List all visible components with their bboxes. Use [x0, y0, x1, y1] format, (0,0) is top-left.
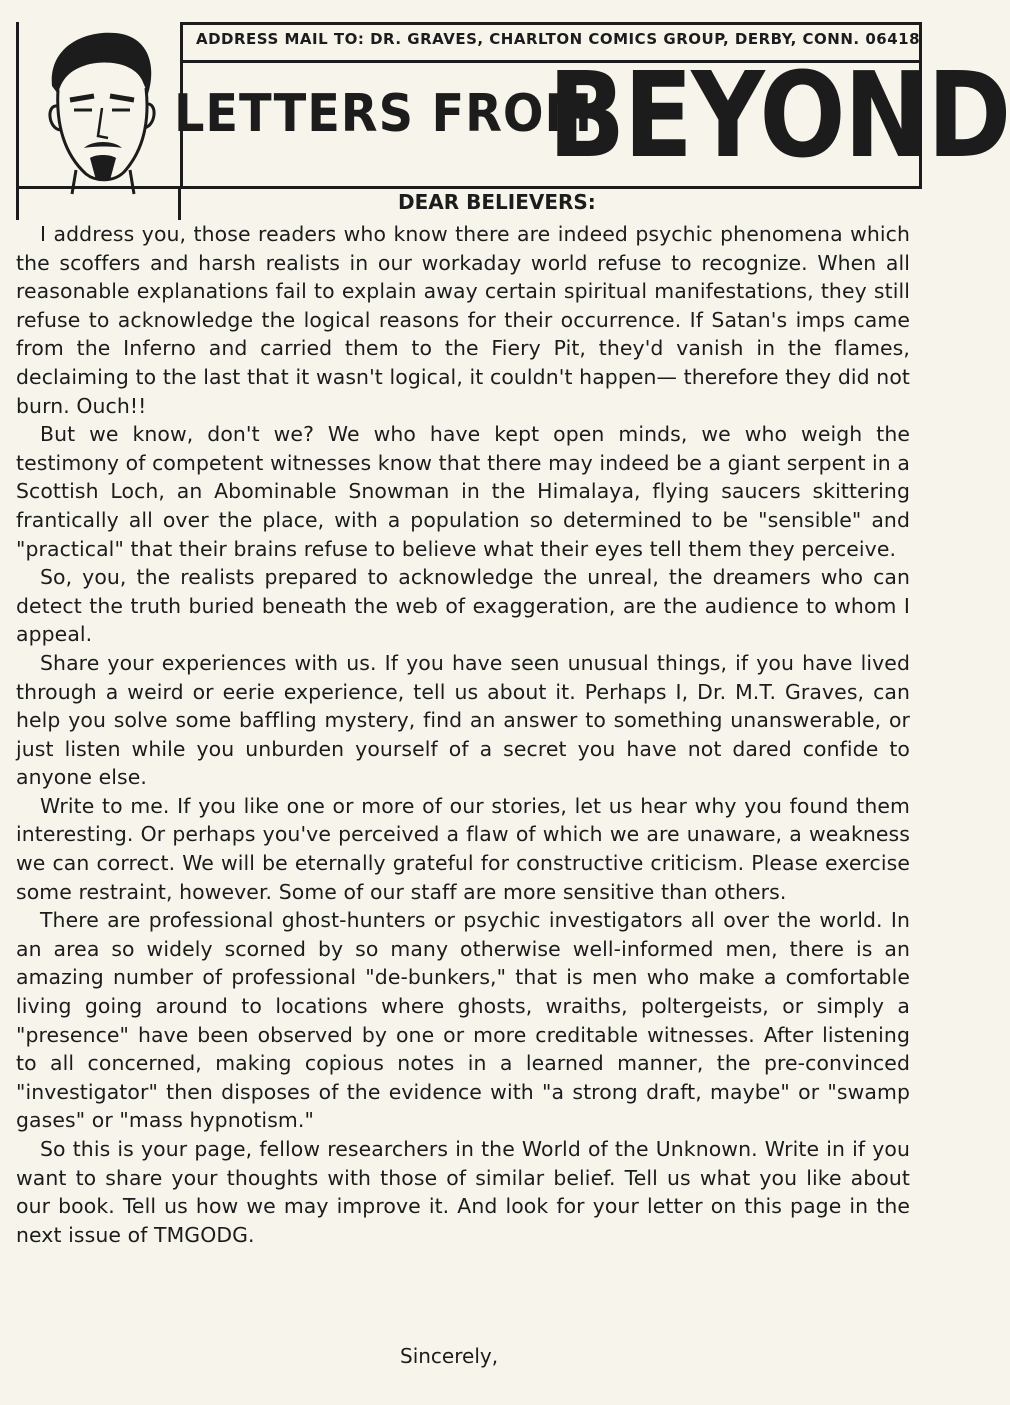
- dr-graves-portrait-icon: [30, 24, 170, 194]
- paragraph: So, you, the realists prepared to acknowledge the unreal, the dreamers who can detect the truth buried beneath the web of exaggeration, are the audience to whom I appeal.: [16, 565, 910, 647]
- paragraph: Share your experiences with us. If you have seen unusual things, if you have lived through a weird or eerie experience, tell us about it. Perhaps I, Dr. M.T. Graves, can help you solve some baffling mystery, find an answer to something unanswerable, or just listen while you unburden yourself of a secret you have not dared confide to anyone else.: [16, 650, 910, 790]
- mailing-address: ADDRESS MAIL TO: DR. GRAVES, CHARLTON COMICS GROUP, DERBY, CONN. 06418: [196, 30, 921, 48]
- paragraph: Write to me. If you like one or more of our stories, let us hear why you found them interesting. Or perhaps you've perceived a flaw of which we are unaware, a weakness we can correct. We will be eternally grateful for constructive criticism. Please exercise some restraint, however. Some of our staff are more sensitive than others.: [16, 793, 910, 904]
- signoff: Sincerely,: [400, 1344, 499, 1368]
- paragraph: I address you, those readers who know there are indeed psychic phenomena which the scoffers and harsh realists in our workaday world refuse to recognize. When all reasonable explanations fail to explain away certain spiritual manifestations, they still refuse to acknowledge the logical reasons for their occurrence. If Satan's imps came from the Inferno and carried them to the Fiery Pit, they'd vanish in the flames, declaiming to the last that it wasn't logical, it couldn't happen— therefore they did not burn. Ouch!!: [16, 222, 910, 418]
- header-frame-left: [16, 22, 19, 220]
- salutation: DEAR BELIEVERS:: [398, 190, 596, 214]
- title-letters-from: LETTERS FROM: [174, 84, 593, 144]
- title-beyond: BEYOND: [548, 46, 1010, 184]
- paragraph: There are professional ghost-hunters or psychic investigators all over the world. In an area so widely scorned by so many otherwise well-informed men, there is an amazing number of professional "de-bunkers," that is men who make a comfortable living going around to locations where ghosts, wraiths, poltergeists, or simply a "presence" have been observed by one or more creditable witnesses. After listening to all concerned, making copious notes in a learned manner, the pre-convinced "investigator" then disposes of the evidence with "a strong draft, maybe" or "swamp gases" or "mass hypnotism.": [16, 908, 910, 1133]
- paragraph: So this is your page, fellow researchers in the World of the Unknown. Write in if you want to share your thoughts with those of similar belief. Tell us what you like about our book. Tell us how we may improve it. And look for your letter on this page in the next issue of TMGODG.: [16, 1137, 910, 1247]
- paragraph: But we know, don't we? We who have kept open minds, we who weigh the testimony of competent witnesses know that there may indeed be a giant serpent in a Scottish Loch, an Abominable Snowman in the Himalaya, flying saucers skittering frantically all over the place, with a population so determined to be "sensible" and "practical" that their brains refuse to believe what their eyes tell them they perceive.: [16, 422, 910, 561]
- letter-body: [16, 220, 910, 1249]
- header-frame-notch: [178, 186, 181, 220]
